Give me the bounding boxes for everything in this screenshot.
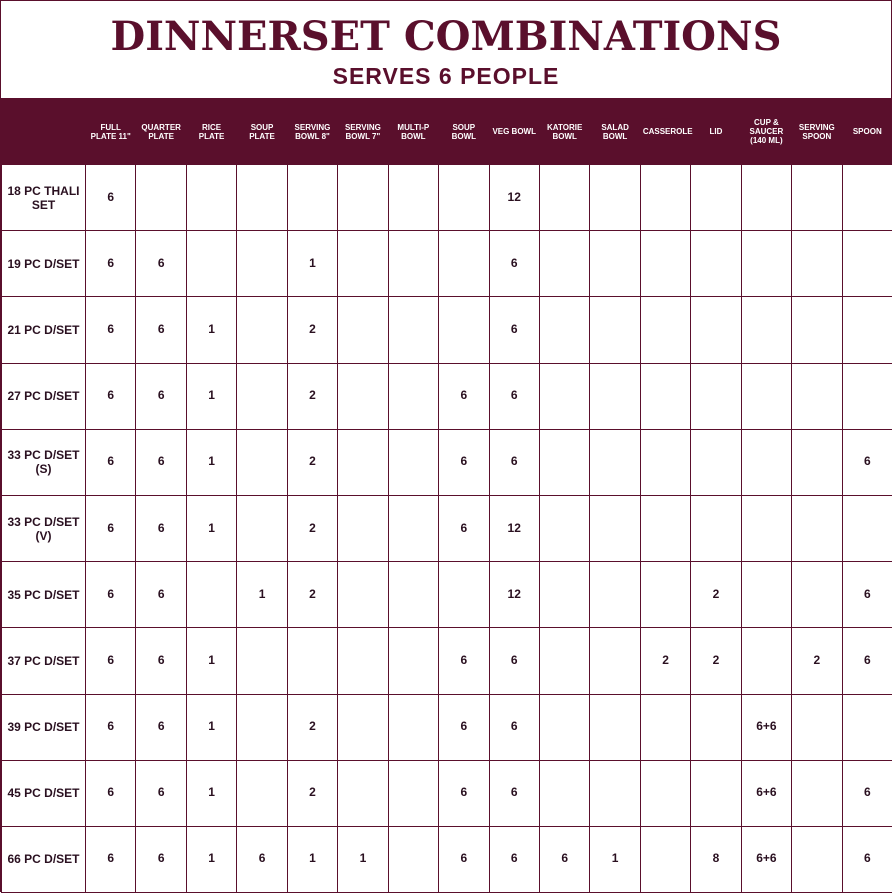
table-cell [590, 363, 640, 429]
table-cell: 6 [136, 826, 186, 892]
column-header: LID [691, 99, 741, 165]
table-cell [691, 363, 741, 429]
table-cell: 2 [287, 297, 337, 363]
table-cell [237, 297, 287, 363]
table-cell [590, 297, 640, 363]
table-row [2, 562, 892, 628]
table-cell: 6 [136, 297, 186, 363]
table-cell: 6 [86, 429, 136, 495]
table-cell: 6 [489, 231, 539, 297]
table-cell [792, 562, 842, 628]
table-cell [691, 495, 741, 561]
table-row [2, 628, 892, 694]
table-cell: 6 [86, 562, 136, 628]
table-cell: 6 [842, 760, 892, 826]
table-cell: 1 [186, 363, 236, 429]
table-cell [439, 165, 489, 231]
table-cell: 6 [489, 297, 539, 363]
table-cell [338, 760, 388, 826]
table-cell: 2 [287, 495, 337, 561]
table-cell: 1 [186, 628, 236, 694]
table-cell [640, 231, 690, 297]
table-cell [590, 165, 640, 231]
table-cell: 6 [136, 628, 186, 694]
table-row [2, 694, 892, 760]
table-cell [388, 231, 438, 297]
table-cell [741, 495, 791, 561]
table-cell [388, 826, 438, 892]
table-cell [439, 297, 489, 363]
table-cell [792, 694, 842, 760]
table-cell: 2 [287, 760, 337, 826]
table-header-row [2, 99, 892, 165]
table-cell [237, 429, 287, 495]
table-cell [842, 495, 892, 561]
table-cell [338, 429, 388, 495]
table-cell: 1 [590, 826, 640, 892]
row-label: 19 PC D/SET [2, 231, 86, 297]
table-cell [640, 495, 690, 561]
table-cell [691, 760, 741, 826]
table-cell [237, 231, 287, 297]
table-cell: 6 [439, 628, 489, 694]
table-cell: 6 [237, 826, 287, 892]
table-cell [691, 694, 741, 760]
table-cell [741, 297, 791, 363]
column-header: MULTI-P BOWL [388, 99, 438, 165]
table-cell [792, 165, 842, 231]
table-cell: 6 [439, 694, 489, 760]
table-cell: 6 [136, 694, 186, 760]
table-cell [741, 429, 791, 495]
table-cell [539, 760, 589, 826]
table-cell [590, 562, 640, 628]
table-cell [792, 826, 842, 892]
table-cell [237, 495, 287, 561]
table-cell [741, 231, 791, 297]
table-cell [640, 297, 690, 363]
table-cell [388, 165, 438, 231]
table-row [2, 363, 892, 429]
row-label: 33 PC D/SET (S) [2, 429, 86, 495]
row-label: 21 PC D/SET [2, 297, 86, 363]
table-cell: 12 [489, 165, 539, 231]
table-cell: 6 [842, 826, 892, 892]
table-cell: 6 [439, 363, 489, 429]
table-cell [338, 297, 388, 363]
table-cell: 6 [842, 429, 892, 495]
table-cell: 6 [439, 760, 489, 826]
table-cell [691, 429, 741, 495]
table-cell [338, 694, 388, 760]
table-cell: 6 [136, 760, 186, 826]
table-cell [338, 495, 388, 561]
table-cell: 6 [86, 231, 136, 297]
table-cell: 6 [489, 363, 539, 429]
table-cell: 1 [186, 429, 236, 495]
table-cell [590, 231, 640, 297]
column-header: SERVING SPOON [792, 99, 842, 165]
table-cell [590, 495, 640, 561]
table-cell: 8 [691, 826, 741, 892]
column-header: SERVING BOWL 8" [287, 99, 337, 165]
table-cell [287, 628, 337, 694]
corner-header-cell [2, 99, 86, 165]
table-cell [691, 231, 741, 297]
table-cell: 6+6 [741, 826, 791, 892]
table-cell [741, 363, 791, 429]
table-row [2, 826, 892, 892]
table-cell [388, 628, 438, 694]
table-cell: 6 [842, 562, 892, 628]
table-cell: 6 [86, 760, 136, 826]
table-cell: 2 [287, 562, 337, 628]
row-label: 37 PC D/SET [2, 628, 86, 694]
table-cell: 2 [691, 628, 741, 694]
table-body [2, 165, 892, 893]
table-cell [539, 231, 589, 297]
table-cell [590, 429, 640, 495]
table-cell: 1 [237, 562, 287, 628]
table-cell: 12 [489, 495, 539, 561]
column-header: SOUP PLATE [237, 99, 287, 165]
table-cell [842, 165, 892, 231]
table-cell [388, 429, 438, 495]
table-cell [439, 562, 489, 628]
table-cell [691, 297, 741, 363]
header [1, 1, 891, 98]
table-cell [388, 297, 438, 363]
table-cell: 1 [287, 826, 337, 892]
table-cell [539, 628, 589, 694]
table-cell [741, 562, 791, 628]
table-cell: 6 [136, 495, 186, 561]
table-cell: 6 [86, 826, 136, 892]
table-cell: 6 [439, 826, 489, 892]
column-header: FULL PLATE 11" [86, 99, 136, 165]
table-row [2, 760, 892, 826]
table-cell [186, 231, 236, 297]
column-header: SERVING BOWL 7" [338, 99, 388, 165]
row-label: 45 PC D/SET [2, 760, 86, 826]
table-cell [338, 628, 388, 694]
table-cell [287, 165, 337, 231]
table-cell [388, 363, 438, 429]
table-cell: 6 [489, 429, 539, 495]
table-cell [590, 628, 640, 694]
column-header: QUARTER PLATE [136, 99, 186, 165]
table-cell [186, 165, 236, 231]
table-cell [842, 231, 892, 297]
table-cell [237, 694, 287, 760]
table-cell [792, 429, 842, 495]
table-cell: 6 [489, 826, 539, 892]
page-title: DINNERSET COMBINATIONS [1, 11, 891, 63]
table-cell: 1 [287, 231, 337, 297]
table-row [2, 495, 892, 561]
column-header: CUP & SAUCER (140 ML) [741, 99, 791, 165]
table-cell: 12 [489, 562, 539, 628]
table-cell [640, 562, 690, 628]
table-cell: 6 [86, 495, 136, 561]
table-cell [640, 760, 690, 826]
row-label: 18 PC THALI SET [2, 165, 86, 231]
table-cell [792, 495, 842, 561]
table-row [2, 165, 892, 231]
table-cell: 6+6 [741, 694, 791, 760]
table-cell [640, 826, 690, 892]
table-cell [136, 165, 186, 231]
table-cell: 6 [86, 363, 136, 429]
table-cell: 1 [186, 760, 236, 826]
column-header: SPOON [842, 99, 892, 165]
column-header: VEG BOWL [489, 99, 539, 165]
table-cell: 2 [287, 363, 337, 429]
table-cell [590, 760, 640, 826]
page-subtitle: SERVES 6 PEOPLE [1, 63, 891, 89]
table-cell: 1 [186, 694, 236, 760]
table-cell [539, 562, 589, 628]
table-cell [741, 628, 791, 694]
table-cell [640, 429, 690, 495]
table-cell: 1 [186, 495, 236, 561]
table-cell: 1 [338, 826, 388, 892]
table-cell [539, 429, 589, 495]
table-cell: 6 [86, 165, 136, 231]
table-cell: 6 [842, 628, 892, 694]
table-cell: 6 [439, 495, 489, 561]
table-cell: 6 [136, 429, 186, 495]
table-cell [792, 231, 842, 297]
table-cell: 2 [691, 562, 741, 628]
table-cell: 6 [489, 694, 539, 760]
column-header: CASSEROLE [640, 99, 690, 165]
column-header: KATORIE BOWL [539, 99, 589, 165]
table-cell [741, 165, 791, 231]
table-cell [186, 562, 236, 628]
table-cell [388, 495, 438, 561]
table-cell [439, 231, 489, 297]
table-cell [842, 694, 892, 760]
table-cell [539, 363, 589, 429]
table-cell: 6 [439, 429, 489, 495]
column-header: SOUP BOWL [439, 99, 489, 165]
combinations-table [1, 98, 892, 893]
table-cell: 6 [86, 694, 136, 760]
table-cell [539, 694, 589, 760]
table-cell [539, 165, 589, 231]
table-cell [388, 760, 438, 826]
table-cell: 6 [86, 628, 136, 694]
row-label: 35 PC D/SET [2, 562, 86, 628]
row-label: 33 PC D/SET (V) [2, 495, 86, 561]
table-cell [792, 363, 842, 429]
table-cell: 6 [136, 363, 186, 429]
table-cell [792, 760, 842, 826]
table-cell: 2 [287, 694, 337, 760]
table-cell: 2 [792, 628, 842, 694]
table-cell [539, 495, 589, 561]
table-cell [792, 297, 842, 363]
table-cell: 2 [287, 429, 337, 495]
table-cell [338, 165, 388, 231]
table-cell [388, 694, 438, 760]
column-header: RICE PLATE [186, 99, 236, 165]
table-cell [640, 694, 690, 760]
table-cell: 6+6 [741, 760, 791, 826]
table-cell [338, 363, 388, 429]
table-row [2, 231, 892, 297]
table-cell [640, 363, 690, 429]
table-cell [691, 165, 741, 231]
row-label: 27 PC D/SET [2, 363, 86, 429]
table-cell: 6 [489, 760, 539, 826]
table-row [2, 297, 892, 363]
table-cell [237, 165, 287, 231]
table-cell: 6 [489, 628, 539, 694]
table-cell [338, 231, 388, 297]
table-cell [842, 363, 892, 429]
table-cell [237, 363, 287, 429]
row-label: 39 PC D/SET [2, 694, 86, 760]
table-cell: 1 [186, 297, 236, 363]
row-label: 66 PC D/SET [2, 826, 86, 892]
table-cell [640, 165, 690, 231]
table-cell [338, 562, 388, 628]
table-row [2, 429, 892, 495]
column-header: SALAD BOWL [590, 99, 640, 165]
table-cell: 6 [136, 562, 186, 628]
table-cell: 2 [640, 628, 690, 694]
table-cell [842, 297, 892, 363]
table-cell [237, 628, 287, 694]
table-cell: 6 [136, 231, 186, 297]
table-cell [590, 694, 640, 760]
table-cell [539, 297, 589, 363]
table-cell [388, 562, 438, 628]
table-cell: 6 [539, 826, 589, 892]
table-cell: 6 [86, 297, 136, 363]
table-cell [237, 760, 287, 826]
table-cell: 1 [186, 826, 236, 892]
